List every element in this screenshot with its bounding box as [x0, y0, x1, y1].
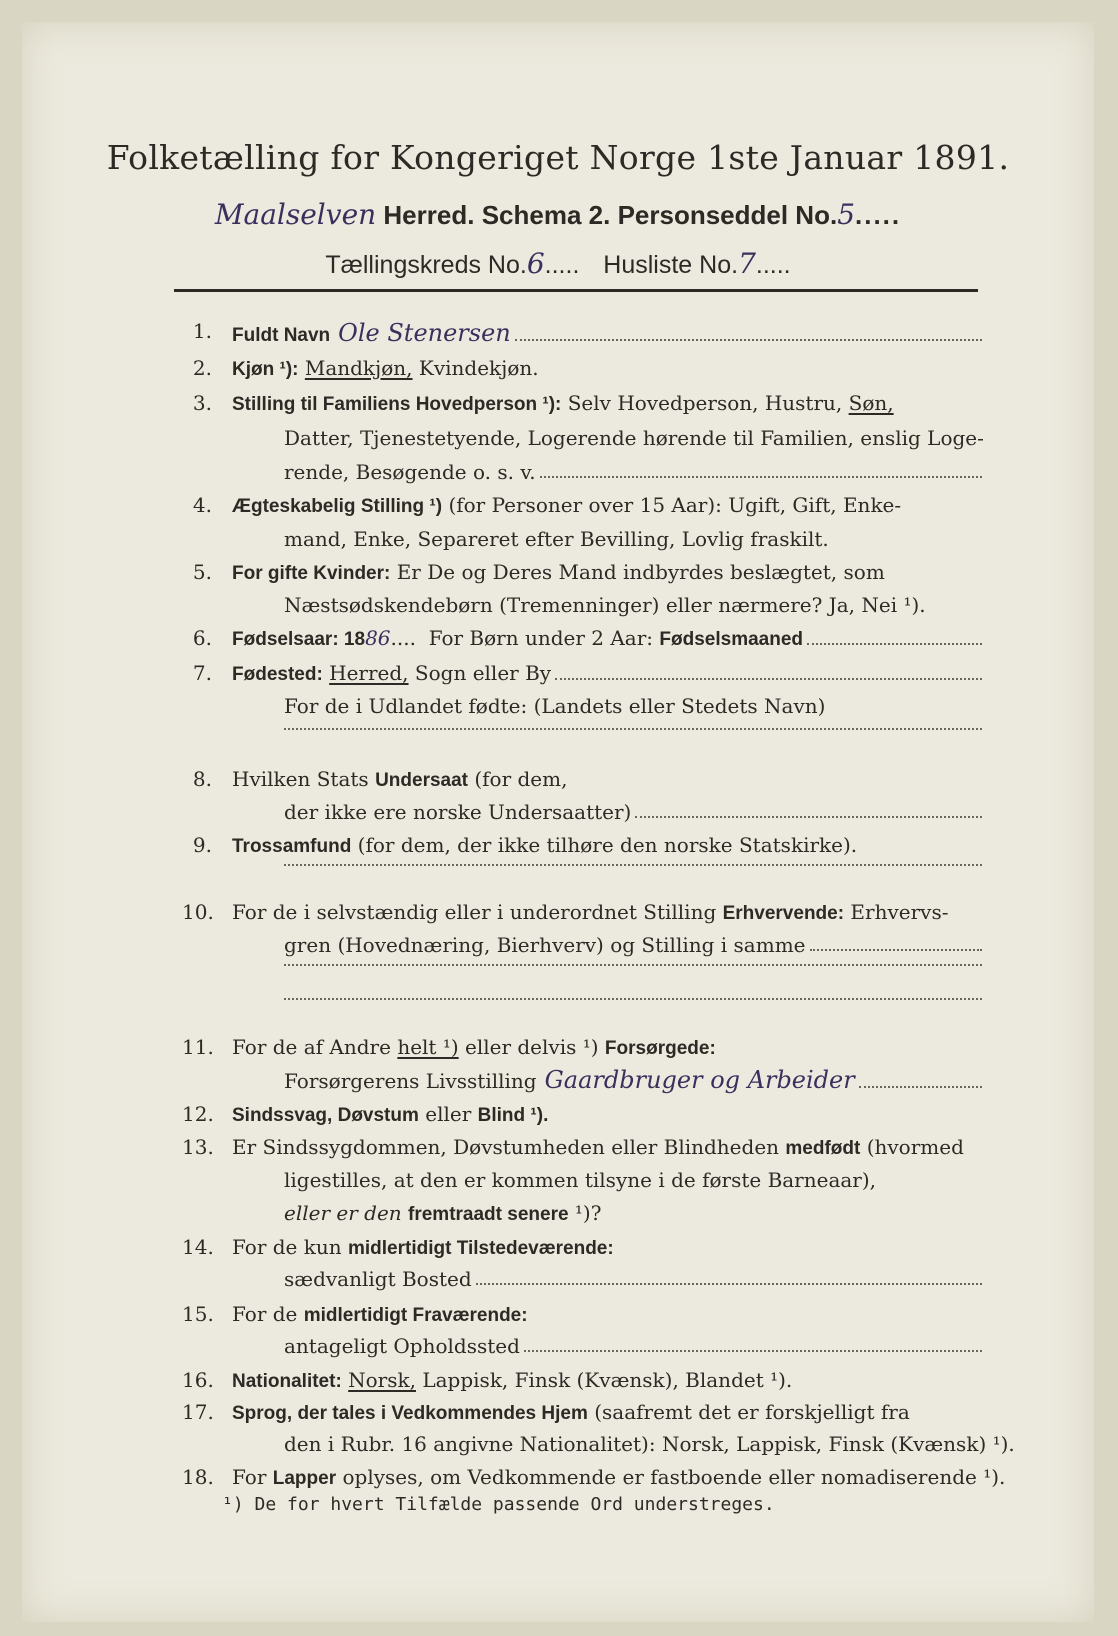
q9-number: 9.	[192, 833, 212, 857]
kreds-handwritten: 6	[526, 247, 545, 280]
question-15	[182, 1302, 982, 1332]
q8-text-3: der ikke ere norske Undersaatter)	[284, 800, 632, 824]
q8-text-2: (for dem,	[474, 767, 568, 791]
q1-answer: Ole Stenersen	[338, 319, 511, 347]
q5-text-2: Næstsødskendebørn (Tremenninger) eller nærmere? Ja, Nei ¹).	[284, 593, 926, 617]
q14-label: midlertidigt Tilstedeværende:	[347, 1238, 614, 1259]
question-11-cont	[182, 1066, 982, 1096]
q15-number: 15.	[182, 1302, 214, 1326]
q6-label: Fødselsaar: 18	[232, 629, 366, 650]
question-11	[182, 1035, 982, 1065]
q13-text-2: (hvormed	[866, 1135, 964, 1159]
q3-number: 3.	[192, 391, 212, 415]
q10-text-2: Erhvervs-	[850, 900, 949, 924]
question-5	[182, 560, 982, 590]
header-rule	[174, 289, 978, 292]
q8-number: 8.	[192, 767, 212, 791]
q11-text: For de af Andre	[232, 1035, 391, 1059]
question-7-cont	[182, 694, 982, 724]
q3-text: Selv Hovedperson, Hustru,	[567, 391, 843, 415]
q13-text-5: ¹)?	[574, 1201, 602, 1225]
question-17-cont	[182, 1432, 1015, 1462]
q1-number: 1.	[192, 319, 212, 343]
q2-label: Kjøn ¹):	[232, 359, 299, 380]
q6-answer: 86	[365, 626, 391, 650]
question-14	[182, 1235, 982, 1265]
q12-text: eller	[425, 1102, 472, 1126]
q7-number: 7.	[192, 661, 212, 685]
kreds-label: Tællingskreds No.	[325, 251, 527, 279]
q18-text-2: oplyses, om Vedkommende er fastboende eller nomadiserende ¹).	[342, 1465, 1006, 1489]
q4-number: 4.	[192, 493, 212, 517]
q5-number: 5.	[192, 560, 212, 584]
personseddel-label: Personseddel No.	[617, 200, 838, 230]
q7-option-herred: Herred,	[329, 661, 409, 685]
question-13	[182, 1135, 982, 1165]
q13-text-3: ligestilles, at den er kommen tilsyne i de første Barneaar),	[284, 1168, 877, 1192]
q11-number: 11.	[182, 1035, 214, 1059]
husliste-handwritten: 7	[738, 247, 756, 280]
question-3-cont-2	[182, 460, 982, 490]
question-7	[182, 661, 982, 691]
q10-label: Erhvervende:	[722, 903, 845, 924]
q17-number: 17.	[182, 1400, 214, 1424]
q17-text: (saafremt det er forskjelligt fra	[594, 1400, 910, 1424]
q17-text-2: den i Rubr. 16 angivne Nationalitet): Norsk, Lappisk, Finsk (Kvænsk) ¹).	[284, 1432, 1015, 1456]
question-8-cont	[182, 800, 982, 830]
form-subtitle-2: Tællingskreds No.6..... Husliste No.7.....	[325, 247, 791, 280]
q3-option-son: Søn,	[848, 391, 894, 415]
question-4	[182, 493, 982, 523]
herred-label: Herred.	[383, 200, 475, 230]
question-12	[182, 1102, 982, 1132]
question-13-cont-2	[182, 1201, 982, 1231]
q16-label: Nationalitet:	[232, 1371, 342, 1392]
husliste-label: Husliste No.	[603, 251, 739, 279]
q8-label: Undersaat	[375, 770, 468, 791]
q15-text: For de	[232, 1302, 298, 1326]
q6-label-2: Fødselsmaaned	[659, 629, 804, 650]
q11-label: Forsørgede:	[604, 1038, 716, 1059]
q15-text-2: antageligt Opholdssted	[284, 1334, 520, 1358]
q16-text: Lappisk, Finsk (Kvænsk), Blandet ¹).	[422, 1368, 793, 1392]
question-10-blank-2	[182, 998, 982, 1028]
question-9-blank	[182, 864, 982, 894]
question-1	[182, 319, 982, 349]
question-4-cont	[182, 527, 982, 557]
question-6: 6. Fødselsaar: 18 86 .... For Børn under 2 Aar: Fødselsmaaned	[182, 626, 982, 656]
q18-text: For	[232, 1465, 267, 1489]
q8-text: Hvilken Stats	[232, 767, 369, 791]
question-16	[182, 1368, 982, 1398]
q11-text-2: eller delvis ¹)	[465, 1035, 599, 1059]
q12-label-2: Blind ¹).	[477, 1105, 549, 1126]
q13-text: Er Sindssygdommen, Døvstumheden eller Blindheden	[232, 1135, 780, 1159]
personseddel-handwritten: 5	[837, 198, 856, 231]
census-form-page	[22, 22, 1094, 1622]
q10-text: For de i selvstændig eller i underordnet Stilling	[232, 900, 717, 924]
q15-label: midlertidigt Fraværende:	[303, 1305, 528, 1326]
q2-number: 2.	[192, 356, 212, 380]
q10-text-3: gren (Hovednæring, Bierhverv) og Stilling i samme	[284, 933, 806, 957]
q3-text-2: Datter, Tjenestetyende, Logerende hørende til Familien, enslig Loge-	[284, 426, 984, 450]
q4-text: (for Personer over 15 Aar): Ugift, Gift, Enke-	[448, 493, 902, 517]
question-10-blank	[182, 964, 982, 994]
q14-text: For de kun	[232, 1235, 342, 1259]
q2-option-male: Mandkjøn,	[304, 356, 413, 380]
q4-text-2: mand, Enke, Separeret efter Bevilling, Lovlig fraskilt.	[284, 527, 829, 551]
q16-number: 16.	[182, 1368, 214, 1392]
q18-number: 18.	[182, 1465, 214, 1489]
question-5-cont	[182, 593, 982, 623]
q11-text-3: Forsørgerens Livsstilling	[284, 1069, 537, 1093]
q7-label: Fødested:	[232, 664, 323, 685]
question-9	[182, 833, 982, 863]
q12-label: Sindssvag, Døvstum	[232, 1105, 419, 1126]
q18-label: Lapper	[272, 1468, 337, 1489]
q6-text: For Børn under 2 Aar:	[428, 626, 654, 650]
question-13-cont	[182, 1168, 982, 1198]
q10-number: 10.	[182, 900, 214, 924]
q14-text-2: sædvanligt Bosted	[284, 1267, 472, 1291]
herred-handwritten: Maalselven	[214, 198, 377, 231]
question-18	[182, 1465, 1006, 1495]
question-2	[182, 356, 982, 386]
schema-label: Schema 2.	[481, 200, 611, 230]
q13-label: medfødt	[785, 1138, 861, 1159]
question-3-cont	[182, 426, 982, 456]
question-14-cont	[182, 1267, 982, 1297]
q5-text: Er De og Deres Mand indbyrdes beslægtet, som	[396, 560, 885, 584]
form-subtitle: Maalselven Herred. Schema 2. Personseddel No.5.....	[214, 198, 902, 231]
q5-label: For gifte Kvinder:	[232, 563, 391, 584]
q9-text: (for dem, der ikke tilhøre den norske Statskirke).	[357, 833, 858, 857]
q3-text-3: rende, Besøgende o. s. v.	[284, 460, 536, 484]
q7-text: Sogn eller By	[414, 661, 552, 685]
q9-label: Trossamfund	[232, 836, 352, 857]
question-10-cont	[182, 933, 982, 963]
q12-number: 12.	[182, 1102, 214, 1126]
q6-number: 6.	[192, 626, 212, 650]
question-3	[182, 391, 982, 421]
footnote: ¹) De for hvert Tilfælde passende Ord understreges.	[222, 1494, 775, 1515]
q13-number: 13.	[182, 1135, 214, 1159]
q14-number: 14.	[182, 1235, 214, 1259]
q13-text-4: eller er den	[284, 1201, 402, 1225]
q16-option-norsk: Norsk,	[348, 1368, 416, 1392]
question-7-blank	[182, 728, 982, 758]
q17-label: Sprog, der tales i Vedkommendes Hjem	[232, 1403, 588, 1424]
q3-label: Stilling til Familiens Hovedperson ¹):	[232, 394, 562, 415]
q11-option-helt: helt ¹)	[397, 1035, 459, 1059]
q11-answer: Gaardbruger og Arbeider	[544, 1066, 855, 1094]
q2-option-female: Kvindekjøn.	[418, 356, 539, 380]
q7-text-2: For de i Udlandet fødte: (Landets eller Stedets Navn)	[284, 694, 826, 718]
q4-label: Ægteskabelig Stilling ¹)	[232, 496, 443, 517]
question-15-cont	[182, 1334, 982, 1364]
q1-label: Fuldt Navn	[232, 325, 331, 346]
q13-label-2: fremtraadt senere	[408, 1204, 569, 1225]
question-8	[182, 767, 982, 797]
question-17	[182, 1400, 982, 1430]
form-title: Folketælling for Kongeriget Norge 1ste Januar 1891.	[106, 138, 1010, 177]
question-10	[182, 900, 982, 930]
